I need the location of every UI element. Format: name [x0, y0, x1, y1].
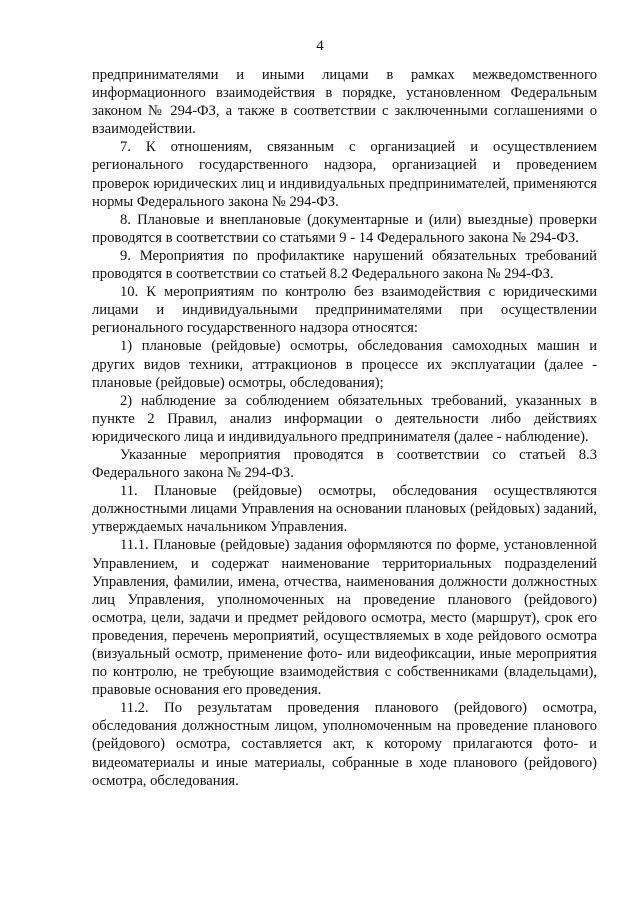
- paragraph-item-11-2: 11.2. По результатам проведения планового (рейдового) осмотра, обследования должностным лицом, уполномоченным на проведение планового (рейдового) осмотра, составляется акт, к которому прилагаются фото- и видеоматериалы и иные материалы, собранные в ходе планового (рейдового) осмотра, обследования.: [92, 700, 597, 789]
- paragraph-item-10: 10. К мероприятиям по контролю без взаимодействия с юридическими лицами и индивидуальными предпринимателями при осуществлении регионального государственного надзора относятся:: [92, 284, 597, 337]
- paragraph-continuation: предпринимателями и иными лицами в рамках межведомственного информационного взаимодействия в порядке, установленном Федеральным законом № 294-ФЗ, а также в соответствии с заключенными соглашениями о взаимодействии.: [92, 67, 597, 138]
- paragraph-item-11: 11. Плановые (рейдовые) осмотры, обследования осуществляются должностными лицами Управления на основании плановых (рейдовых) заданий, утверждаемых начальником Управления.: [92, 483, 597, 536]
- paragraph-item-10-1: 1) плановые (рейдовые) осмотры, обследования самоходных машин и других видов техники, аттракционов в процессе их эксплуатации (далее - плановые (рейдовые) осмотры, обследования);: [92, 338, 597, 391]
- paragraph-item-10-note: Указанные мероприятия проводятся в соответствии со статьей 8.3 Федерального закона № 294-ФЗ.: [92, 446, 597, 482]
- document-body: [92, 66, 597, 790]
- page-number: 4: [316, 38, 324, 54]
- paragraph-item-8: 8. Плановые и внеплановые (документарные и (или) выездные) проверки проводятся в соответствии со статьями 9 - 14 Федерального закона № 294-ФЗ.: [92, 211, 597, 246]
- paragraph-item-7: 7. К отношениям, связанным с организацией и осуществлением регионального государственного надзора, организацией и проведением проверок юридических лиц и индивидуальных предпринимателей, применяются нормы Федерального закона № 294-ФЗ.: [92, 139, 597, 210]
- paragraph-item-10-2: 2) наблюдение за соблюдением обязательных требований, указанных в пункте 2 Правил, анализ информации о деятельности либо действиях юридического лица и индивидуального предпринимателя (далее - наблюдение).: [92, 392, 597, 445]
- paragraph-item-9: 9. Мероприятия по профилактике нарушений обязательных требований проводятся в соответствии со статьей 8.2 Федерального закона № 294-ФЗ.: [92, 247, 597, 283]
- paragraph-item-11-1: 11.1. Плановые (рейдовые) задания оформляются по форме, установленной Управлением, и содержат наименование территориальных подразделений Управления, фамилии, имена, отчества, наименования должности должностных лиц Управления, уполномоченных на проведение планового (рейдового) осмотра, цели, задачи и предмет рейдового осмотра, место (маршрут), срок его проведения, перечень мероприятий, осуществляемых в ходе рейдового осмотра (визуальный осмотр, применение фото- или видеофиксации, иные мероприятия по контролю, не требующие взаимодействия с собственниками (владельцами), правовые основания его проведения.: [92, 537, 597, 699]
